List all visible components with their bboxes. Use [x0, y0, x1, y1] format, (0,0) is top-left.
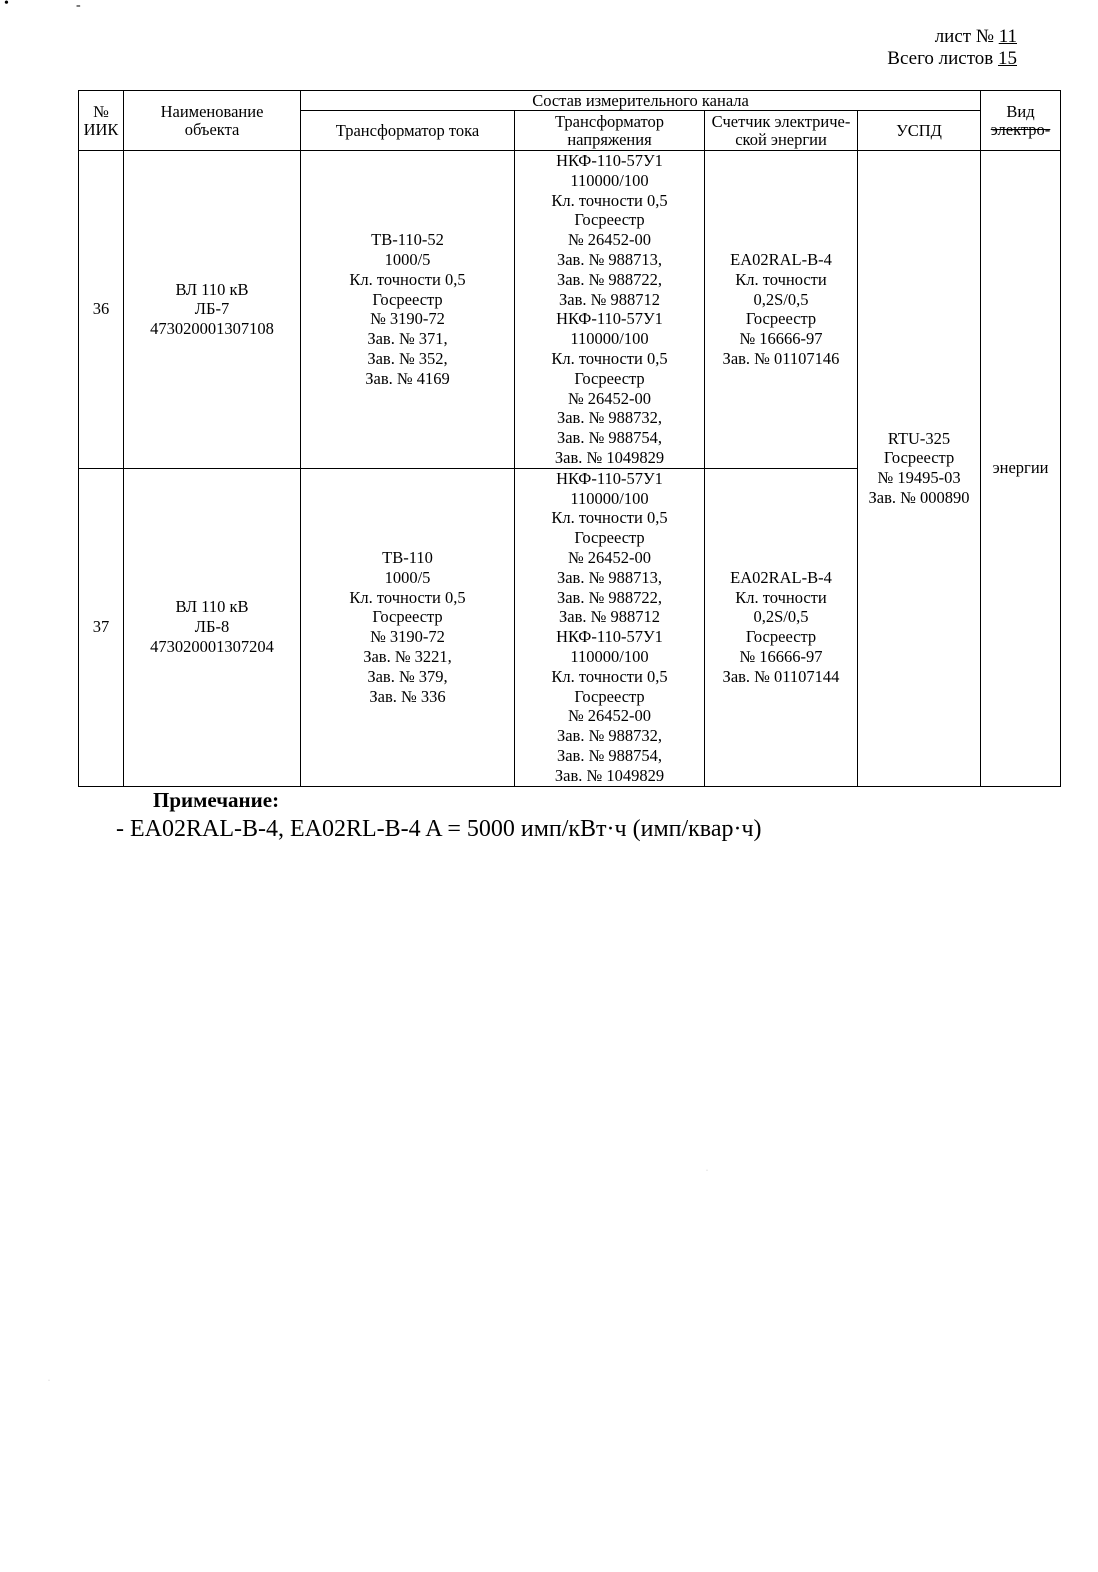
sheet-number: 11: [998, 26, 1017, 47]
sheet-label: лист №: [934, 26, 994, 47]
row-current-transformer: ТВ-110-52 1000/5 Кл. точности 0,5 Госреестр № 3190-72 Зав. № 371, Зав. № 352, Зав. № 4169: [301, 151, 515, 469]
header-num: № ИИК: [79, 91, 124, 151]
note-title: Примечание:: [153, 788, 280, 812]
scan-dot-mark: •: [4, 0, 9, 11]
measurement-channel-table: [78, 90, 1061, 787]
row-meter: EA02RAL-B-4 Кл. точности 0,2S/0,5 Госреестр № 16666-97 Зав. № 01107146: [705, 151, 858, 469]
header-object: Наименование объекта: [124, 91, 301, 151]
scan-speck: ·: [48, 1378, 50, 1384]
header-energy-type-line2: электро-: [990, 119, 1051, 139]
header-meter: Счетчик электриче- ской энергии: [705, 111, 858, 151]
header-channel-composition: Состав измерительного канала: [301, 91, 981, 111]
header-uspd: УСПД: [858, 111, 981, 151]
row-current-transformer: ТВ-110 1000/5 Кл. точности 0,5 Госреестр № 3190-72 Зав. № 3221, Зав. № 379, Зав. № 336: [301, 468, 515, 786]
row-num: 36: [79, 151, 124, 469]
row-object: ВЛ 110 кВ ЛБ-7 473020001307108: [124, 151, 301, 469]
row-num: 37: [79, 468, 124, 786]
note-text: - EA02RAL-B-4, EA02RL-B-4 A = 5000 имп/кВт·ч (имп/квар·ч): [116, 816, 762, 842]
scan-dash-mark: -: [76, 0, 81, 13]
energy-type-cell: энергии: [981, 151, 1061, 787]
table-row: [79, 151, 1061, 469]
uspd-cell: RTU-325 Госреестр № 19495-03 Зав. № 000890: [858, 151, 981, 787]
total-sheets-label: Всего листов: [887, 48, 994, 69]
total-sheets-line: [887, 48, 1017, 70]
header-voltage-transformer: Трансформатор напряжения: [515, 111, 705, 151]
header-energy-type-line1: Вид: [1006, 101, 1035, 121]
header-energy-type: [981, 91, 1061, 151]
total-sheets-number: 15: [998, 48, 1017, 69]
row-object: ВЛ 110 кВ ЛБ-8 473020001307204: [124, 468, 301, 786]
row-voltage-transformer: НКФ-110-57У1 110000/100 Кл. точности 0,5 Госреестр № 26452-00 Зав. № 988713, Зав. № 988722, Зав. № 988712 НКФ-110-57У1 110000/100 Кл. точности 0,5 Госреестр № 26452-00 Зав. № 988732, Зав. № 988754, Зав. № 1049829: [515, 151, 705, 469]
row-voltage-transformer: НКФ-110-57У1 110000/100 Кл. точности 0,5 Госреестр № 26452-00 Зав. № 988713, Зав. № 988722, Зав. № 988712 НКФ-110-57У1 110000/100 Кл. точности 0,5 Госреестр № 26452-00 Зав. № 988732, Зав. № 988754, Зав. № 1049829: [515, 468, 705, 786]
sheet-info: [887, 26, 1017, 70]
scan-speck: ·: [706, 1168, 708, 1174]
header-current-transformer: Трансформатор тока: [301, 111, 515, 151]
header-row-1: [79, 91, 1061, 111]
sheet-number-line: [887, 26, 1017, 48]
row-meter: EA02RAL-B-4 Кл. точности 0,2S/0,5 Госреестр № 16666-97 Зав. № 01107144: [705, 468, 858, 786]
